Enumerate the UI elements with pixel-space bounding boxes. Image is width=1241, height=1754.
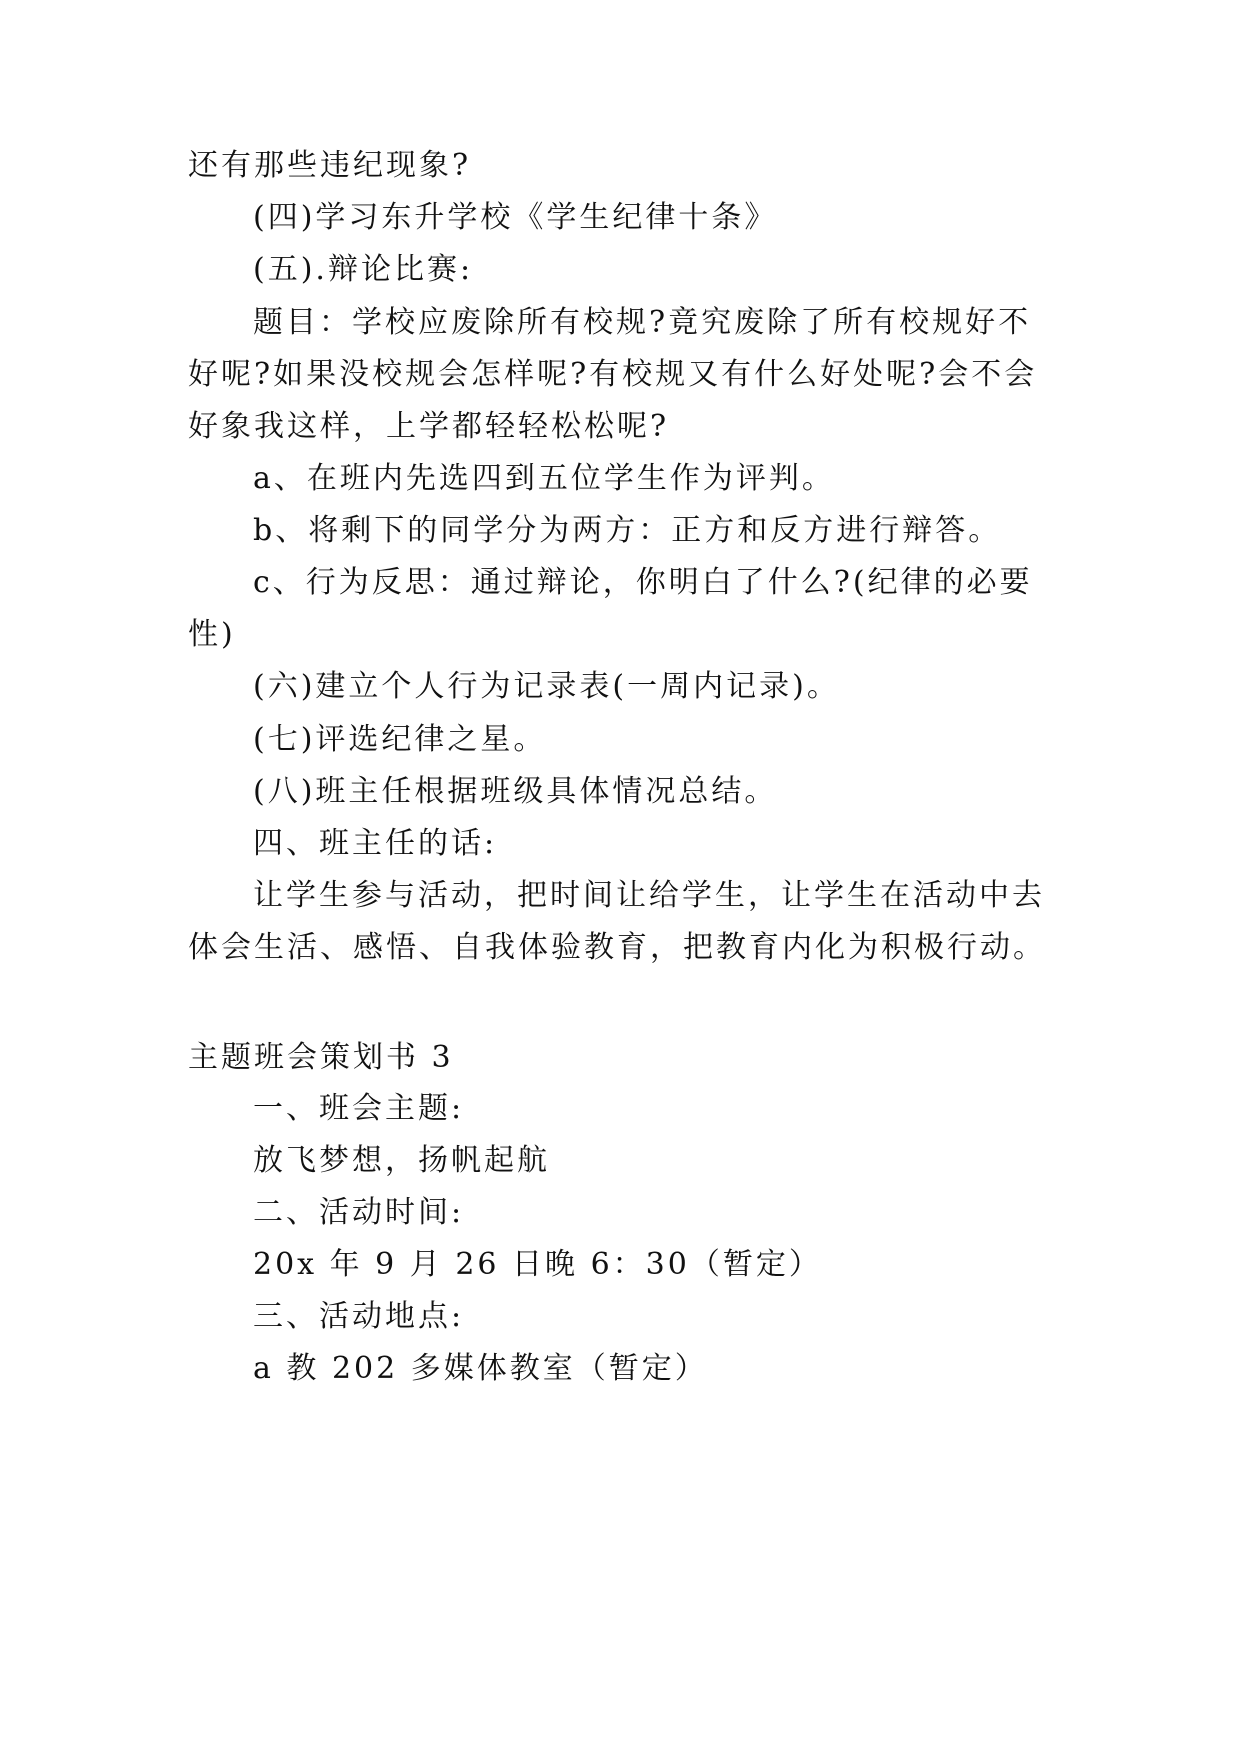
paragraph-line: 还有那些违纪现象? [188,148,472,183]
paragraph-line: c、行为反思：通过辩论，你明白了什么?(纪律的必要 [253,565,1033,600]
paragraph-line: 题目：学校应废除所有校规?竟究废除了所有校规好不 [253,305,1032,340]
section-line: 放飞梦想，扬帆起航 [253,1143,550,1178]
paragraph-line: 好呢?如果没校规会怎样呢?有校规又有什么好处呢?会不会 [188,357,1038,392]
paragraph-line: 性) [188,617,236,652]
paragraph-line: (六)建立个人行为记录表(一周内记录)。 [253,669,840,704]
paragraph-line: 四、班主任的话: [253,826,498,861]
section-title: 主题班会策划书 3 [188,1040,454,1075]
section-line: a 教 202 多媒体教室（暂定） [253,1351,708,1386]
paragraph-line: a、在班内先选四到五位学生作为评判。 [253,461,835,496]
paragraph-line: (八)班主任根据班级具体情况总结。 [253,774,778,809]
paragraph-line: 好象我这样，上学都轻轻松松呢? [188,409,670,444]
paragraph-line: (五).辩论比赛: [253,252,474,287]
paragraph-line: 体会生活、感悟、自我体验教育，把教育内化为积极行动。 [188,930,1046,965]
section-line: 三、活动地点: [253,1299,465,1334]
paragraph-line: b、将剩下的同学分为两方：正方和反方进行辩答。 [253,513,1002,548]
section-line: 一、班会主题: [253,1091,465,1126]
section-line: 20x 年 9 月 26 日晚 6：30（暂定） [253,1247,822,1282]
paragraph-line: 让学生参与活动，把时间让给学生，让学生在活动中去 [253,878,1045,913]
paragraph-line: (四)学习东升学校《学生纪律十条》 [253,200,778,235]
section-line: 二、活动时间: [253,1195,465,1230]
paragraph-line: (七)评选纪律之星。 [253,722,547,757]
